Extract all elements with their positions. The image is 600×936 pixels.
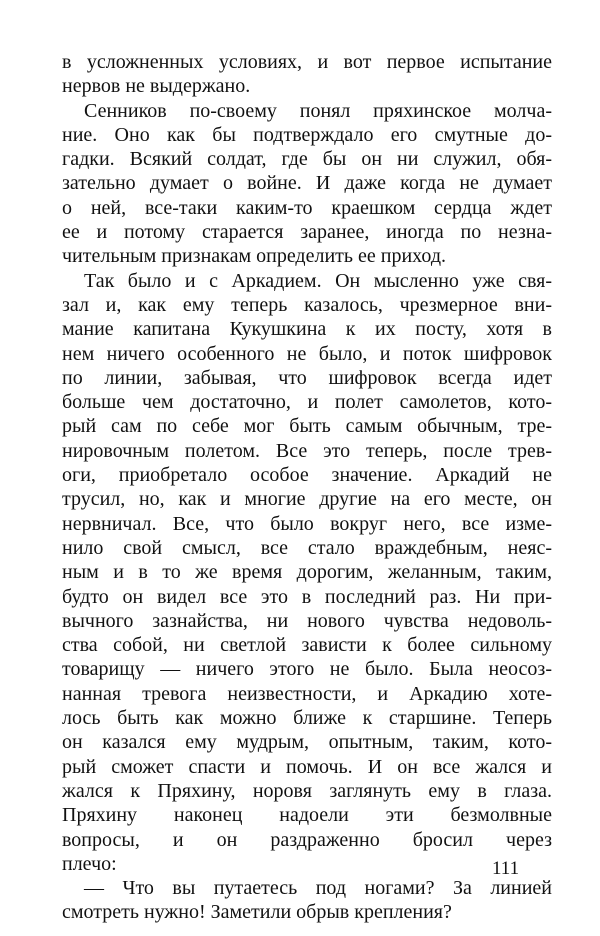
text-line: мание капитана Кукушкина к их посту, хотя в (62, 318, 552, 341)
text-line: вычного зазнайства, ни нового чувства недоволь- (62, 609, 552, 632)
text-line: жался к Пряхину, норовя заглянуть ему в глаза. (62, 779, 552, 802)
text-line: трусил, но, как и многие другие на его месте, он (62, 488, 552, 511)
text-line: нировочным полетом. Все это теперь, после трев- (62, 439, 552, 462)
text-line: нервничал. Все, что было вокруг него, все изме- (62, 512, 552, 535)
text-line: о ней, все-таки каким-то краешком сердца ждет (62, 196, 552, 219)
text-line: нем ничего особенного не было, и поток шифровок (62, 342, 552, 365)
text-line: ние. Оно как бы подтверждало его смутные до- (62, 123, 552, 146)
text-line: плечо: (62, 852, 117, 875)
text-line: вопросы, и он раздраженно бросил через (62, 828, 552, 851)
text-line: по линии, забывая, что шифровок всегда идет (62, 366, 552, 389)
text-line: будто он видел все это в последний раз. Ни при- (62, 585, 552, 608)
text-line: ее и потому старается заранее, иногда по незна- (62, 221, 552, 244)
text-line: Так было и с Аркадием. Он мысленно уже свя- (84, 269, 552, 292)
text-line: оги, приобретало особое значение. Аркадий не (62, 464, 552, 487)
text-line: товарищу — ничего этого не было. Была неосоз- (62, 658, 552, 681)
text-line: Сенников по-своему понял пряхинское молча- (84, 99, 552, 122)
page-text (62, 50, 552, 925)
text-line: чительным признакам определить ее приход. (62, 245, 447, 268)
text-line: нило свой смысл, все стало враждебным, неяс- (62, 536, 552, 559)
text-line: Пряхину наконец надоели эти безмолвные (62, 804, 552, 827)
text-line: лось быть как можно ближе к старшине. Теперь (62, 707, 552, 730)
text-line: ным и в то же время дорогим, желанным, таким, (62, 561, 552, 584)
text-line: смотреть нужно! Заметили обрыв крепления? (62, 901, 452, 924)
text-line: — Что вы путаетесь под ногами? За линией (84, 877, 552, 900)
text-line: он казался ему мудрым, опытным, таким, кото- (62, 731, 552, 754)
text-line: зал и, как ему теперь казалось, чрезмерное вни- (62, 293, 552, 316)
text-line: гадки. Всякий солдат, где бы он ни служил, обя- (62, 148, 552, 171)
text-line: нервов не выдержано. (62, 75, 251, 98)
page-number: 111 (492, 858, 520, 879)
text-line: рый сможет спасти и помочь. И он все жался и (62, 755, 552, 778)
text-line: в усложненных условиях, и вот первое испытание (62, 51, 552, 73)
text-line: зательно думает о войне. И даже когда не думает (62, 172, 552, 195)
text-line: рый сам по себе мог быть самым обычным, тре- (62, 415, 552, 438)
text-line: ства собой, ни светлой зависти к более сильному (62, 634, 552, 657)
text-line: больше чем достаточно, и полет самолетов, кото- (62, 391, 552, 414)
text-line: нанная тревога неизвестности, и Аркадию хоте- (62, 682, 552, 705)
